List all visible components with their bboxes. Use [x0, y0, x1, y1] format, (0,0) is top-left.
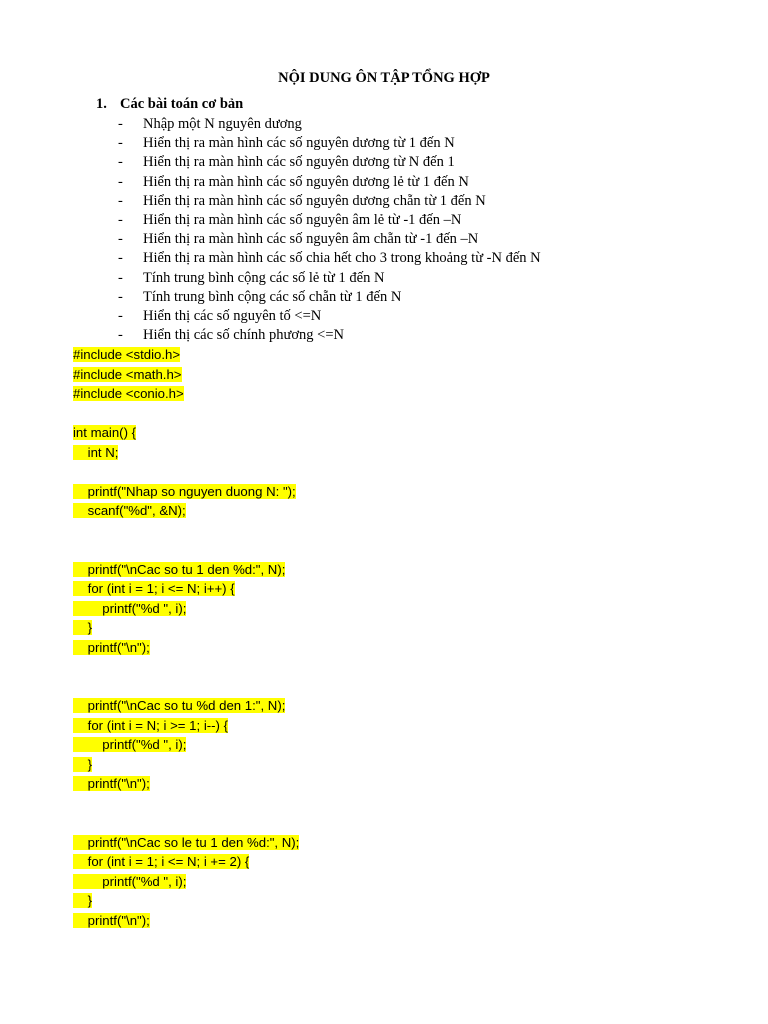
code-line: [73, 579, 299, 599]
list-item-text: Nhập một N nguyên dương: [143, 116, 302, 132]
list-item: [118, 211, 541, 230]
code-line-text: }: [73, 756, 93, 772]
code-line-text: scanf("%d", &N);: [73, 503, 186, 518]
code-line: [73, 638, 299, 658]
list-item: [118, 230, 541, 249]
code-line: [73, 852, 299, 872]
code-line-text: printf("\nCac so tu 1 den %d:", N);: [73, 561, 286, 577]
code-line: [73, 423, 299, 443]
list-item: [118, 192, 541, 211]
bullet-dash: -: [118, 192, 123, 209]
code-line: [73, 384, 299, 404]
list-item-text: Tính trung bình cộng các số lẻ từ 1 đến N: [143, 269, 385, 286]
list-item-text: Hiển thị ra màn hình các số chia hết cho 3 trong khoảng từ -N đến N: [143, 250, 541, 267]
bullet-dash: -: [118, 288, 123, 305]
list-item: [118, 288, 541, 307]
code-line-text: printf("\nCac so le tu 1 den %d:", N);: [73, 834, 300, 850]
bullet-dash: -: [118, 269, 123, 286]
list-item: [118, 115, 541, 134]
code-line: [73, 365, 299, 385]
list-item: [118, 307, 541, 326]
code-line-text: }: [73, 893, 93, 908]
code-line-text: int main() {: [73, 425, 137, 440]
list-item: [118, 269, 541, 288]
code-line-text: for (int i = 1; i <= N; i++) {: [73, 581, 235, 596]
code-line-text: printf("\n");: [73, 776, 150, 791]
bullet-dash: -: [118, 173, 123, 190]
list-item-text: Hiển thị ra màn hình các số nguyên dương lẻ từ 1 đến N: [143, 173, 469, 190]
code-line: [73, 794, 299, 814]
code-line-text: printf("%d ", i);: [73, 873, 187, 889]
bullet-dash: -: [118, 327, 123, 344]
document-title: NỘI DUNG ÔN TẬP TỔNG HỢP: [278, 70, 490, 86]
code-line-text: printf("\n");: [73, 912, 150, 928]
code-line: [73, 657, 299, 677]
code-line: [73, 872, 299, 892]
bullet-dash: -: [118, 154, 123, 171]
code-line: [73, 618, 299, 638]
code-line-text: #include <conio.h>: [73, 386, 184, 401]
code-line: [73, 755, 299, 775]
bullet-dash: -: [118, 250, 123, 267]
code-line: [73, 813, 299, 833]
section-heading: [96, 96, 243, 113]
list-item-text: Tính trung bình cộng các số chẵn từ 1 đến N: [143, 288, 402, 305]
code-line-text: for (int i = N; i >= 1; i--) {: [73, 717, 228, 733]
list-item: [118, 249, 541, 268]
code-line: [73, 462, 299, 482]
code-line: [73, 735, 299, 755]
code-line-text: #include <math.h>: [73, 366, 182, 382]
list-item-text: Hiển thị ra màn hình các số nguyên dương chẵn từ 1 đến N: [143, 192, 486, 209]
code-line-text: for (int i = 1; i <= N; i += 2) {: [73, 854, 250, 869]
code-line-text: #include <stdio.h>: [73, 347, 181, 362]
list-item: [118, 134, 541, 153]
list-item-text: Hiển thị ra màn hình các số nguyên âm chẵn từ -1 đến –N: [143, 231, 479, 248]
code-line-text: printf("%d ", i);: [73, 737, 187, 752]
list-item-text: Hiển thị các số chính phương <=N: [143, 327, 345, 344]
bullet-dash: -: [118, 135, 123, 152]
bullet-dash: -: [118, 307, 123, 324]
list-item-text: Hiển thị ra màn hình các số nguyên dương từ N đến 1: [143, 154, 455, 171]
code-line: [73, 891, 299, 911]
code-line-text: printf("%d ", i);: [73, 600, 187, 616]
code-line: [73, 599, 299, 619]
code-line: [73, 482, 299, 502]
code-line-text: }: [73, 620, 93, 635]
code-block: [73, 345, 299, 930]
list-item-text: Hiển thị các số nguyên tố <=N: [143, 307, 322, 324]
section-heading-text: Các bài toán cơ bản: [120, 96, 244, 112]
code-line: [73, 677, 299, 697]
code-line: [73, 560, 299, 580]
code-line: [73, 443, 299, 463]
code-line: [73, 774, 299, 794]
code-line: [73, 716, 299, 736]
code-line: [73, 345, 299, 365]
list-item-text: Hiển thị ra màn hình các số nguyên âm lẻ từ -1 đến –N: [143, 211, 462, 228]
code-line: [73, 540, 299, 560]
code-line: [73, 521, 299, 541]
code-line-text: printf("Nhap so nguyen duong N: ");: [73, 483, 296, 499]
code-line: [73, 696, 299, 716]
code-line: [73, 404, 299, 424]
bullet-list: [118, 115, 541, 345]
list-item-text: Hiển thị ra màn hình các số nguyên dương từ 1 đến N: [143, 135, 455, 152]
list-item: [118, 173, 541, 192]
list-item: [118, 326, 541, 345]
code-line: [73, 911, 299, 931]
bullet-dash: -: [118, 231, 123, 248]
bullet-dash: -: [118, 116, 123, 132]
section-number: 1.: [96, 96, 107, 112]
code-line-text: printf("\nCac so tu %d den 1:", N);: [73, 698, 286, 713]
code-line-text: int N;: [73, 444, 119, 460]
code-line: [73, 501, 299, 521]
list-item: [118, 153, 541, 172]
bullet-dash: -: [118, 211, 123, 228]
code-line: [73, 833, 299, 853]
code-line-text: printf("\n");: [73, 639, 150, 655]
